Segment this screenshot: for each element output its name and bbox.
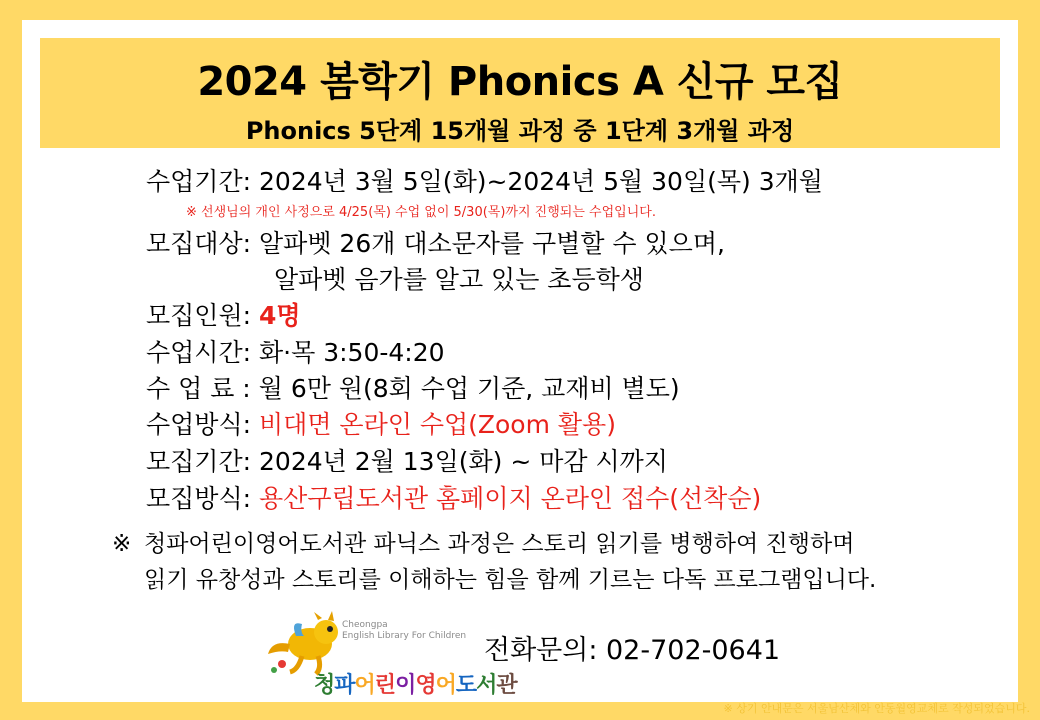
- logo-char: 이: [395, 673, 416, 698]
- logo-char: 린: [374, 673, 396, 698]
- logo-char: 청: [314, 673, 335, 698]
- apply-period-value: 2024년 2월 13일(화) ~ 마감 시까지: [259, 447, 668, 476]
- target-value-line2: 알파벳 음가를 알고 있는 초등학생: [274, 265, 644, 294]
- logo-english-line1: Cheongpa: [342, 620, 388, 630]
- period-value: 2024년 3월 5일(화)~2024년 5월 30일(목) 3개월: [259, 167, 823, 196]
- logo-char: 어: [435, 673, 456, 698]
- footer-note: ※ 상기 안내문은 서울남산체와 안동월영교체로 작성되었습니다.: [723, 702, 1030, 715]
- logo-char: 영: [415, 673, 436, 698]
- notice-text-1: 청파어린이영어도서관 파닉스 과정은 스토리 읽기를 병행하여 진행하며: [144, 531, 855, 557]
- title-banner: [40, 38, 1000, 148]
- method-row: [146, 405, 616, 441]
- contact-phone: 전화문의: 02-702-0641: [484, 635, 781, 666]
- method-value: 비대면 온라인 수업(Zoom 활용): [259, 410, 616, 439]
- method-label: 수업방식:: [146, 410, 252, 439]
- logo-english-line2: English Library For Children: [342, 631, 467, 641]
- apply-period-label: 모집기간:: [146, 447, 252, 476]
- apply-method-value: 용산구립도서관 홈페이지 온라인 접수(선착순): [259, 484, 762, 513]
- page-subtitle: Phonics 5단계 15개월 과정 중 1단계 3개월 과정: [245, 117, 795, 145]
- apply-period-row: [146, 442, 668, 478]
- period-label: 수업기간:: [146, 167, 252, 196]
- library-logo: [262, 610, 517, 700]
- logo-char: 서: [476, 673, 497, 698]
- apply-method-label: 모집방식:: [146, 484, 252, 513]
- period-row: [146, 162, 823, 198]
- count-label: 모집인원:: [146, 301, 252, 330]
- fee-label: 수 업 료 :: [146, 374, 251, 403]
- logo-english-text: [342, 620, 466, 642]
- logo-char: 관: [496, 673, 517, 698]
- target-label: 모집대상:: [146, 229, 252, 258]
- count-value: 4명: [259, 301, 301, 330]
- fee-value: 월 6만 원(8회 수업 기준, 교재비 별도): [258, 374, 680, 403]
- count-row: [146, 296, 301, 332]
- logo-char: 어: [354, 673, 375, 698]
- time-row: [146, 333, 445, 369]
- fee-row: [146, 369, 680, 405]
- target-row-cont: [274, 260, 644, 296]
- time-label: 수업시간:: [146, 338, 252, 367]
- period-note: ※ 선생님의 개인 사정으로 4/25(목) 수업 없이 5/30(목)까지 진행되는 수업입니다.: [186, 205, 656, 220]
- program-notice: [112, 526, 876, 598]
- target-value-line1: 알파벳 26개 대소문자를 구별할 수 있으며,: [259, 229, 725, 258]
- notice-mark: ※: [112, 531, 132, 557]
- target-row: [146, 224, 725, 260]
- logo-char: 파: [334, 673, 355, 698]
- notice-line1: [112, 526, 876, 562]
- logo-korean-text: [314, 668, 517, 699]
- logo-char: 도: [455, 673, 477, 698]
- page-title: 2024 봄학기 Phonics A 신규 모집: [197, 59, 843, 105]
- time-value: 화·목 3:50-4:20: [259, 338, 445, 367]
- notice-line2: 읽기 유창성과 스토리를 이해하는 힘을 함께 기르는 다독 프로그램입니다.: [144, 567, 877, 593]
- apply-method-row: [146, 479, 761, 515]
